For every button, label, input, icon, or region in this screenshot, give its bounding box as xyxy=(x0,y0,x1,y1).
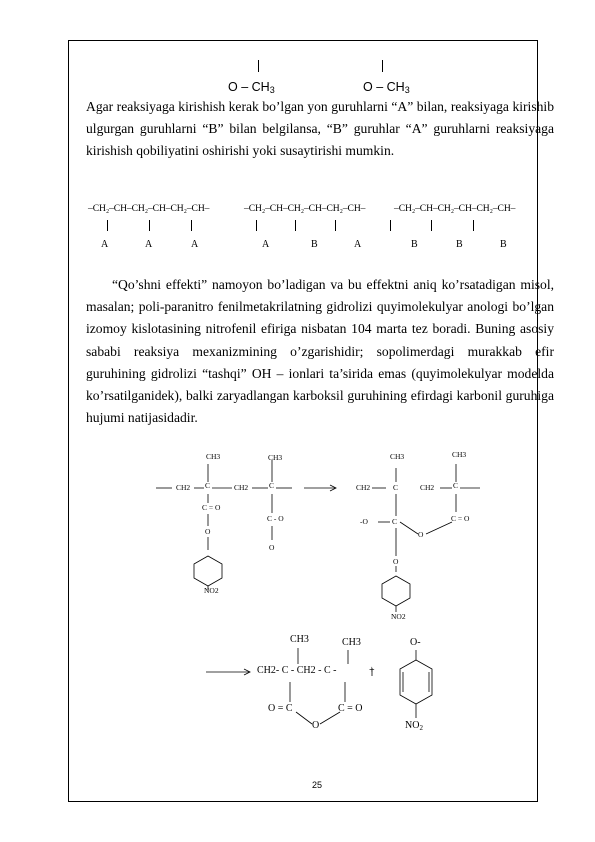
methoxy-group-1: O – CH3 xyxy=(228,80,275,95)
chain-bbb: –CH₂–CH–CH₂–CH–CH₂–CH– xyxy=(394,203,516,214)
paragraph-2: “Qo’shni effekti” namoyon bo’ladigan va bu effektni aniq ko’rsatadigan misol, masalan; poli-paranitro fenilmetakrilatning gidrolizi quyimolekulyar anologi bo’lgan izomoy kislotasining nitrofenil efiriga nisbatan 104 marta tez boradi. Buning asosiy sababi reaksiya mexanizmining o’zgarishidir; sopolimerdagi murakkab efir guruhining gidrolizi “tashqi” OH – ionlari ta’sirida emas (quyimolekulyar modelda ko’rsatilganidek), balki zaryadlangan karboksil guruhining efirdagi karbonil guruhiga hujumi natijasidadir. xyxy=(86,277,554,426)
nitro-label: NO2 xyxy=(391,612,406,621)
oxygen-label: O xyxy=(205,527,211,536)
nitro-label: $NO_2$ xyxy=(405,720,423,732)
chain-aba: –CH₂–CH–CH₂–CH–CH₂–CH– xyxy=(244,203,366,214)
unit-label: B xyxy=(411,239,418,250)
polymer-chain-label: CH2- C - CH2 - C - xyxy=(257,665,337,676)
paragraph-1: Agar reaksiyaga kirishish kerak bo’lgan yon guruhlarni “A” bilan, reaksiyaga kirishib ulgurgan guruhlarni “B” bilan belgilansa, “B” guruhlar “A” guruhlarni reaksiyaga kirishish qobiliyatini oshirishi yoki susaytirishi mumkin. xyxy=(86,99,554,159)
page-number: 25 xyxy=(312,780,323,790)
methoxy-group-2: O – CH3 xyxy=(363,80,410,95)
plus-sign: + xyxy=(369,665,375,676)
ch2-label: CH2 xyxy=(356,483,371,492)
ch2-label: CH2 xyxy=(176,483,191,492)
nitro-label: NO2 xyxy=(204,586,219,595)
oxygen-label: O xyxy=(418,530,424,539)
anhydride-oxygen-label: O xyxy=(312,720,320,731)
ch3-label: CH3 xyxy=(268,453,283,462)
carbon-label: C xyxy=(393,483,399,492)
alkoxide-label: -O xyxy=(360,517,368,526)
oxygen-label: O xyxy=(269,543,275,552)
ch3-label: CH3 xyxy=(452,450,467,459)
unit-label: B xyxy=(500,239,507,250)
phenoxide-label: O- xyxy=(410,637,421,648)
ch2-label: CH2 xyxy=(234,483,249,492)
unit-label: A xyxy=(262,239,270,250)
carbon-label: C xyxy=(269,481,275,490)
ch3-label: CH3 xyxy=(206,452,221,461)
unit-label: A xyxy=(101,239,109,250)
oxygen-label: O xyxy=(393,557,399,566)
carbonyl-label: C = O xyxy=(338,703,363,714)
carbon-label: C xyxy=(205,481,211,490)
carbonyl-label: O = C xyxy=(268,703,293,714)
unit-label: B xyxy=(311,239,318,250)
unit-label: A xyxy=(145,239,153,250)
chain-aaa: –CH₂–CH–CH₂–CH–CH₂–CH– xyxy=(88,203,210,214)
unit-label: A xyxy=(354,239,362,250)
ch3-label: CH3 xyxy=(390,452,405,461)
carbon-label: C xyxy=(392,517,398,526)
ch2-label: CH2 xyxy=(420,483,435,492)
unit-label: A xyxy=(191,239,199,250)
ch3-label: CH3 xyxy=(342,637,361,648)
carboxyl-label: C - O xyxy=(267,514,284,523)
unit-label: B xyxy=(456,239,463,250)
carbonyl-label: C = O xyxy=(451,514,470,523)
carbon-label: C xyxy=(453,481,459,490)
carbonyl-label: C = O xyxy=(202,503,221,512)
ch3-label: CH3 xyxy=(290,634,309,645)
